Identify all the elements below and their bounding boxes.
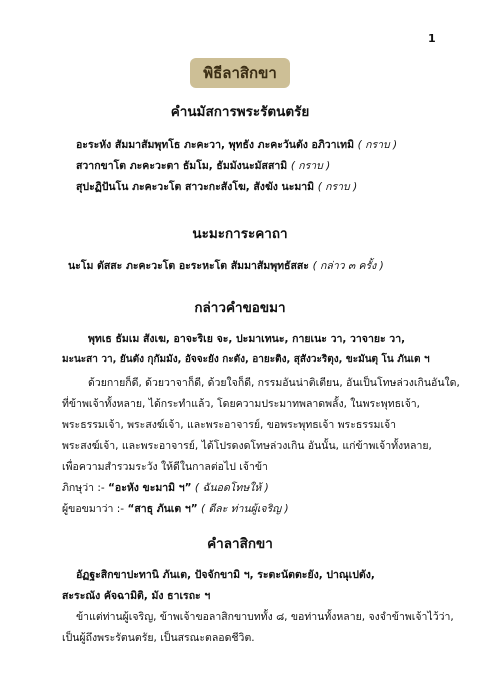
renunciation-thai-1: ข้าแต่ท่านผู้เจริญ, ข้าพเจ้าขอลาสิกขาบททั้ง ๘, ขอท่านทั้งหลาย, จงจำข้าพเจ้าไว้ว่า, <box>76 611 454 623</box>
monk-quote: “อะหัง ขะมามิ ฯ” <box>108 482 192 494</box>
homage-line-2: สวากขาโต ภะคะวะตา ธัมโม, ธัมมังนะมัสสามิ ( กราบ ) <box>76 160 331 172</box>
renunciation-pali-2: สะระณัง คัจฉามิติ, มัง ธาเรถะ ฯ <box>62 590 211 602</box>
apology-pali-1: พุทเธ ธัมเม สังเฆ, อาจะริเย จะ, ปะมาเทนะ, กายเนะ วา, วาจายะ วา, <box>88 333 406 345</box>
renunciation-pali-1: อัฏฐะสิกขาปะทานิ ภันเต, ปัจจักขามิ ฯ, ระตะนัตตะยัง, ปาณุเปตัง, <box>76 569 375 581</box>
apology-thai-2: ที่ข้าพเจ้าทั้งหลาย, ได้กระทำแล้ว, โดยความประมาทพลาดพลั้ง, ในพระพุทธเจ้า, <box>62 398 420 410</box>
page-title-badge: พิธีลาสิกขา <box>190 58 290 88</box>
section-heading-homage: คำนมัสการพระรัตนตรัย <box>170 104 310 120</box>
namo-note: ( กล่าว ๓ ครั้ง ) <box>312 260 384 272</box>
homage-line-3: สุปะฏิปันโน ภะคะวะโต สาวะกะสังโฆ, สังฆัง นะมามิ ( กราบ ) <box>76 181 358 193</box>
section-heading-apology: กล่าวคำขอขมา <box>194 300 286 316</box>
apology-thai-1: ด้วยกายก็ดี, ด้วยวาจาก็ดี, ด้วยใจก็ดี, กรรมอันน่าติเตียน, อันเป็นโทษล่วงเกินอันใด, <box>88 377 460 389</box>
section-heading-renunciation: คำลาสิกขา <box>207 536 273 552</box>
homage-note-3: ( กราบ ) <box>317 181 358 193</box>
page-number: 1 <box>428 32 436 45</box>
requester-note: ( ดีละ ท่านผู้เจริญ ) <box>201 503 289 515</box>
homage-note-1: ( กราบ ) <box>357 139 398 151</box>
apology-thai-3: พระธรรมเจ้า, พระสงฆ์เจ้า, และพระอาจารย์, ขอพระพุทธเจ้า พระธรรมเจ้า <box>62 419 397 431</box>
monk-reply: ภิกษุว่า :- “อะหัง ขะมามิ ฯ” ( ฉันอดโทษให้ ) <box>62 482 269 494</box>
homage-note-2: ( กราบ ) <box>290 160 331 172</box>
monk-note: ( ฉันอดโทษให้ ) <box>194 482 269 494</box>
namo-line: นะโม ตัสสะ ภะคะวะโต อะระหะโต สัมมาสัมพุทธัสสะ ( กล่าว ๓ ครั้ง ) <box>68 260 384 272</box>
renunciation-thai-2: เป็นผู้ถึงพระรัตนตรัย, เป็นสรณะตลอดชีวิต. <box>62 632 255 644</box>
requester-quote: “สาธุ ภันเต ฯ” <box>127 503 198 515</box>
apology-thai-4: พระสงฆ์เจ้า, และพระอาจารย์, ได้โปรดงดโทษล่วงเกิน อันนั้น, แก่ข้าพเจ้าทั้งหลาย, <box>62 440 432 452</box>
requester-reply: ผู้ขอขมาว่า :- “สาธุ ภันเต ฯ” ( ดีละ ท่านผู้เจริญ ) <box>62 503 289 515</box>
homage-line-1: อะระหัง สัมมาสัมพุทโธ ภะคะวา, พุทธัง ภะคะวันตัง อภิวาเทมิ ( กราบ ) <box>76 139 398 151</box>
section-heading-namo: นะมะการะคาถา <box>192 226 288 242</box>
apology-thai-5: เพื่อความสำรวมระวัง ให้ดีในกาลต่อไป เจ้าข้า <box>62 461 268 473</box>
apology-pali-2: มะนะสา วา, ยันตัง กุกัมมัง, อัจจะยัง กะตัง, อายะติง, สุสังวะริตุง, ขะมันตุ โน ภันเต ฯ <box>62 354 430 365</box>
